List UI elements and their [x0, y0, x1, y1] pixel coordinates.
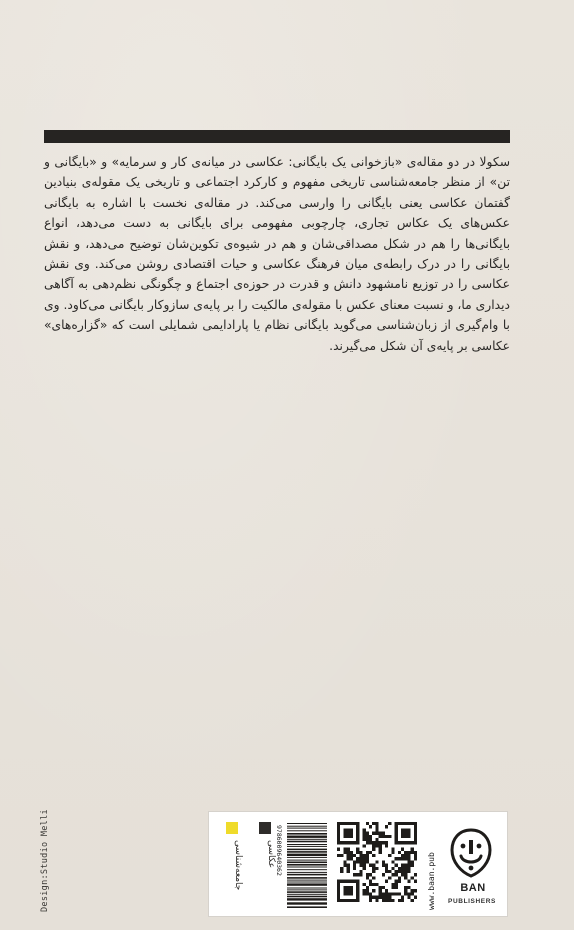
publisher-panel [208, 811, 508, 917]
barcode [285, 821, 329, 909]
header-rule [44, 130, 510, 143]
publisher-website: www.baan.pub [427, 852, 436, 910]
qr-code [337, 822, 417, 902]
category-photography-label: عکاسی [266, 840, 276, 869]
design-credit: Design:Studio Melli [40, 809, 50, 912]
publisher-tagline: PUBLISHERS [448, 898, 496, 905]
category-sociology [223, 822, 243, 908]
blurb-text [44, 152, 510, 356]
category-photography-swatch [259, 822, 271, 834]
blurb-paragraph: سکولا در دو مقاله‌ی «بازخوانی یک بایگانی: عکاسی در میانه‌ی کار و سرمایه» و «بایگانی و تن» از منظر جامعه‌شناسی تاریخی مفهوم و کارکرد اجتماعی و تاریخی یک مقوله‌ی بنیادین گفتمان عکاسی یعنی بایگانی را وارسی می‌کند. در مقاله‌ی نخست با اشاره به بایگانی عکس‌های یک عکاس تجاری، چارچوبی مفهومی برای بایگانی به دست می‌دهد، انواع بایگانی‌ها را هم در شکل مصداقی‌شان و هم در شیوه‌ی تکوین‌شان توضیح می‌دهد، و نقش بایگانی را در درک رابطه‌ی میان فرهنگ عکاسی و حیات اقتصادی روشن می‌کند. وی نقش عکاسی را در توزیع نامشهود دانش و قدرت در حوزه‌ی اجتماع و چگونگی نظم‌دهی به آگاهی دیداری ما، و نسبت معنای عکس با مقوله‌ی مالکیت را بر پایه‌ی سازوکار بایگانی می‌کاود. وی با وام‌گیری از زبان‌شناسی می‌گوید بایگانی نظام یا پارادایمی شمایلی است که «گزاره‌های» عکاسی بر پایه‌ی آن شکل می‌گیرند. [44, 155, 510, 353]
publisher-name: BAN [460, 882, 486, 894]
category-sociology-label: جامعه‌شناسی [233, 840, 243, 891]
category-sociology-swatch [226, 822, 238, 834]
publisher-logo-icon [447, 826, 495, 880]
isbn-number: 9786009640362 [275, 825, 283, 876]
